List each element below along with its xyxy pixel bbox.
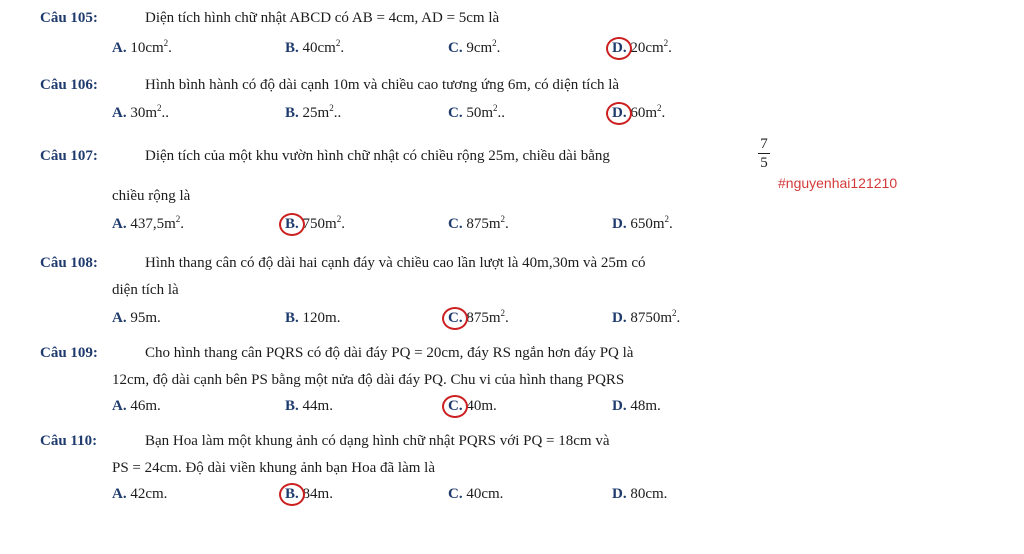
answer-circle: B. (285, 216, 299, 232)
option-c[interactable]: C. $875m^2$. (448, 308, 509, 326)
question-text: Diện tích của một khu vườn hình chữ nhật có chiều rộng 25m, chiều dài bằng (145, 148, 610, 164)
option-c[interactable]: C. 40cm. (448, 486, 504, 502)
option-d[interactable]: D. 48m. (612, 398, 661, 414)
question-number: Câu 105: (40, 10, 98, 26)
question-number: Câu 108: (40, 255, 98, 271)
answer-circle: D. (612, 105, 627, 121)
option-a[interactable]: A. $30m^2$.. (112, 103, 170, 121)
option-b[interactable]: B. 44m. (285, 398, 333, 414)
option-a[interactable]: A. $10cm^2$. (112, 38, 172, 56)
question-number: Câu 107: (40, 148, 98, 164)
fraction-bar (758, 153, 770, 154)
question-text-continued: diện tích là (112, 282, 179, 298)
question-text: Bạn Hoa làm một khung ảnh có dạng hình chữ nhật PQRS với PQ = 18cm và (145, 433, 610, 449)
option-d[interactable]: D. $8750m^2$. (612, 308, 681, 326)
option-c[interactable]: C. $9cm^2$. (448, 38, 501, 56)
option-c[interactable]: C. 40m. (448, 398, 497, 414)
fraction-numerator: 7 (760, 136, 768, 152)
question-text: Diện tích hình chữ nhật ABCD có AB = 4cm, AD = 5cm là (145, 10, 500, 26)
option-d[interactable]: D. $650m^2$. (612, 214, 673, 232)
option-d[interactable]: D. $60m^2$. (612, 103, 666, 121)
option-b[interactable]: B. $25m^2$.. (285, 103, 342, 121)
answer-circle: D. (612, 40, 627, 56)
question-text: Cho hình thang cân PQRS có độ dài đáy PQ = 20cm, đáy RS ngắn hơn đáy PQ là (145, 345, 634, 361)
question-text-continued: chiều rộng là (112, 188, 191, 204)
option-a[interactable]: A. 95m. (112, 310, 161, 326)
question-text: Hình thang cân có độ dài hai cạnh đáy và chiều cao lần lượt là 40m,30m và 25m có (145, 255, 646, 271)
answer-circle: C. (448, 310, 463, 326)
question-text: Hình bình hành có độ dài cạnh 10m và chiều cao tương ứng 6m, có diện tích là (145, 77, 620, 93)
question-text-continued: PS = 24cm. Độ dài viền khung ảnh bạn Hoa đã làm là (112, 460, 435, 476)
question-number: Câu 109: (40, 345, 98, 361)
option-d[interactable]: D. 80cm. (612, 486, 668, 502)
option-c[interactable]: C. $875m^2$. (448, 214, 509, 232)
option-a[interactable]: A. $437,5m^2$. (112, 214, 185, 232)
option-a[interactable]: A. 42cm. (112, 486, 168, 502)
option-a[interactable]: A. 46m. (112, 398, 161, 414)
question-text-continued: 12cm, độ dài cạnh bên PS bằng một nửa độ dài đáy PQ. Chu vi của hình thang PQRS (112, 372, 625, 388)
option-b[interactable]: B. $750m^2$. (285, 214, 345, 232)
answer-circle: B. (285, 486, 299, 502)
answer-circle: C. (448, 398, 463, 414)
fraction-denominator: 5 (760, 155, 768, 171)
option-b[interactable]: B. 84m. (285, 486, 333, 502)
option-c[interactable]: C. $50m^2$.. (448, 103, 506, 121)
question-number: Câu 106: (40, 77, 98, 93)
hashtag-watermark: #nguyenhai121210 (778, 175, 898, 191)
option-b[interactable]: B. $40cm^2$. (285, 38, 345, 56)
question-number: Câu 110: (40, 433, 98, 449)
option-d[interactable]: D. $20cm^2$. (612, 38, 672, 56)
option-b[interactable]: B. 120m. (285, 310, 341, 326)
fraction (758, 136, 770, 171)
